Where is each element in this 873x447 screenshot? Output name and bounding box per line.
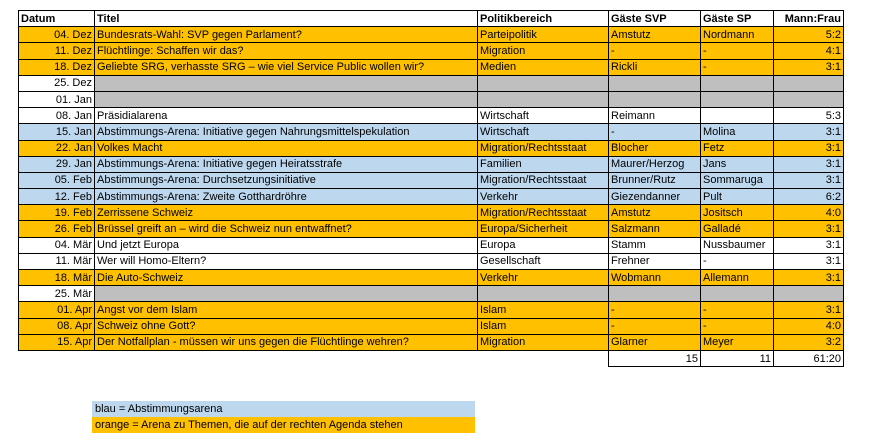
table-row [19,43,844,59]
cell-gast-svp[interactable]: Frehner [609,253,701,269]
cell-gast-svp[interactable]: Brunner/Rutz [609,172,701,188]
cell-gast-svp[interactable]: Glarner [609,334,701,350]
header-titel[interactable]: Titel [95,11,478,27]
cell-gast-sp[interactable]: Molina [701,124,774,140]
cell-mann-frau[interactable]: 5:2 [774,27,844,43]
cell-title[interactable]: Volkes Macht [95,140,478,156]
cell-mann-frau[interactable]: 3:1 [774,253,844,269]
table-row [19,59,844,75]
cell-date[interactable]: 29. Jan [19,156,95,172]
table-row [19,221,844,237]
cell-gast-svp[interactable] [609,75,701,91]
cell-title[interactable]: Geliebte SRG, verhasste SRG – wie viel Service Public wollen wir? [95,59,478,75]
table-row [19,27,844,43]
cell-mann-frau[interactable]: 3:1 [774,172,844,188]
cell-title[interactable]: Angst vor dem Islam [95,302,478,318]
cell-mann-frau[interactable]: 3:1 [774,59,844,75]
cell-politikbereich[interactable] [478,91,609,107]
cell-gast-sp[interactable] [701,75,774,91]
cell-gast-sp[interactable]: - [701,318,774,334]
cell-gast-sp[interactable]: - [701,302,774,318]
total-ratio[interactable]: 61:20 [774,350,844,366]
cell-gast-svp[interactable]: - [609,124,701,140]
cell-title[interactable]: Präsidialarena [95,108,478,124]
cell-gast-sp[interactable]: Pult [701,189,774,205]
cell-politikbereich[interactable]: Europa/Sicherheit [478,221,609,237]
cell-date[interactable]: 08. Apr [19,318,95,334]
cell-date[interactable]: 11. Dez [19,43,95,59]
table-row [19,237,844,253]
cell-date[interactable]: 18. Mär [19,270,95,286]
cell-title[interactable]: Die Auto-Schweiz [95,270,478,286]
cell-mann-frau[interactable]: 3:1 [774,124,844,140]
cell-gast-svp[interactable]: - [609,302,701,318]
cell-gast-sp[interactable]: - [701,253,774,269]
cell-politikbereich[interactable]: Gesellschaft [478,253,609,269]
table-row [19,189,844,205]
cell-title[interactable] [95,91,478,107]
cell-date[interactable]: 25. Mär [19,286,95,302]
cell-mann-frau[interactable] [774,75,844,91]
cell-date[interactable]: 11. Mär [19,253,95,269]
cell-politikbereich[interactable]: Islam [478,302,609,318]
cell-gast-sp[interactable]: - [701,43,774,59]
cell-title[interactable]: Schweiz ohne Gott? [95,318,478,334]
table-row [19,140,844,156]
cell-gast-svp[interactable]: Maurer/Herzog [609,156,701,172]
header-gaeste-svp[interactable]: Gäste SVP [609,11,701,27]
table-row [19,75,844,91]
cell-gast-svp[interactable]: Rickli [609,59,701,75]
cell-gast-sp[interactable]: Meyer [701,334,774,350]
cell-title[interactable] [95,75,478,91]
table-row [19,318,844,334]
cell-mann-frau[interactable] [774,286,844,302]
cell-mann-frau[interactable]: 6:2 [774,189,844,205]
cell-gast-sp[interactable]: Fetz [701,140,774,156]
cell-gast-sp[interactable]: Nussbaumer [701,237,774,253]
cell-gast-sp[interactable] [701,108,774,124]
header-gaeste-sp[interactable]: Gäste SP [701,11,774,27]
cell-title[interactable]: Abstimmungs-Arena: Initiative gegen Heiratsstrafe [95,156,478,172]
cell-gast-sp[interactable]: Jositsch [701,205,774,221]
cell-politikbereich[interactable]: Europa [478,237,609,253]
cell-date[interactable]: 15. Apr [19,334,95,350]
cell-title[interactable]: Bundesrats-Wahl: SVP gegen Parlament? [95,27,478,43]
cell-gast-svp[interactable]: Salzmann [609,221,701,237]
cell-mann-frau[interactable]: 3:1 [774,302,844,318]
cell-date[interactable]: 04. Dez [19,27,95,43]
cell-politikbereich[interactable]: Wirtschaft [478,108,609,124]
cell-title[interactable]: Abstimmungs-Arena: Zweite Gotthardröhre [95,189,478,205]
cell-mann-frau[interactable]: 4:0 [774,205,844,221]
cell-title[interactable]: Und jetzt Europa [95,237,478,253]
cell-gast-svp[interactable]: Stamm [609,237,701,253]
table-row [19,286,844,302]
cell-mann-frau[interactable]: 3:2 [774,334,844,350]
table-row [19,172,844,188]
cell-gast-sp[interactable]: - [701,59,774,75]
cell-politikbereich[interactable]: Verkehr [478,270,609,286]
cell-politikbereich[interactable]: Verkehr [478,189,609,205]
total-sp[interactable]: 11 [701,350,774,366]
cell-date[interactable]: 26. Feb [19,221,95,237]
cell-date[interactable]: 15. Jan [19,124,95,140]
cell-mann-frau[interactable] [774,91,844,107]
cell-title[interactable]: Zerrissene Schweiz [95,205,478,221]
cell-gast-sp[interactable]: Nordmann [701,27,774,43]
cell-gast-svp[interactable]: Reimann [609,108,701,124]
cell-title[interactable] [95,286,478,302]
cell-mann-frau[interactable]: 3:1 [774,270,844,286]
cell-title[interactable]: Der Notfallplan - müssen wir uns gegen die Flüchtlinge wehren? [95,334,478,350]
cell-mann-frau[interactable]: 4:1 [774,43,844,59]
totals-row [19,350,844,366]
cell-politikbereich[interactable]: Familien [478,156,609,172]
cell-gast-svp[interactable]: Blocher [609,140,701,156]
cell-gast-sp[interactable] [701,286,774,302]
cell-gast-svp[interactable] [609,286,701,302]
table-row [19,91,844,107]
cell-date[interactable]: 22. Jan [19,140,95,156]
table-row [19,253,844,269]
cell-mann-frau[interactable]: 5:3 [774,108,844,124]
cell-date[interactable]: 08. Jan [19,108,95,124]
cell-gast-sp[interactable]: Galladé [701,221,774,237]
cell-gast-sp[interactable] [701,91,774,107]
header-mann-frau[interactable]: Mann:Frau [774,11,844,27]
table-row [19,270,844,286]
cell-title[interactable]: Abstimmungs-Arena: Initiative gegen Nahrungsmittelspekulation [95,124,478,140]
table-row [19,205,844,221]
cell-politikbereich[interactable]: Migration/Rechtsstaat [478,205,609,221]
header-datum[interactable]: Datum [19,11,95,27]
cell-date[interactable]: 04. Mär [19,237,95,253]
cell-date[interactable]: 19. Feb [19,205,95,221]
cell-gast-sp[interactable]: Sommaruga [701,172,774,188]
cell-date[interactable]: 18. Dez [19,59,95,75]
cell-politikbereich[interactable] [478,286,609,302]
cell-politikbereich[interactable]: Migration/Rechtsstaat [478,140,609,156]
cell-gast-svp[interactable]: Wobmann [609,270,701,286]
total-svp[interactable]: 15 [609,350,701,366]
cell-title[interactable]: Brüssel greift an – wird die Schweiz nun entwaffnet? [95,221,478,237]
cell-mann-frau[interactable]: 3:1 [774,221,844,237]
cell-gast-sp[interactable]: Jans [701,156,774,172]
cell-title[interactable]: Wer will Homo-Eltern? [95,253,478,269]
cell-politikbereich[interactable]: Migration [478,334,609,350]
header-politikbereich[interactable]: Politikbereich [478,11,609,27]
cell-mann-frau[interactable]: 4:0 [774,318,844,334]
table-row [19,302,844,318]
table-row [19,334,844,350]
legend-orange: orange = Arena zu Themen, die auf der rechten Agenda stehen [92,417,475,433]
cell-mann-frau[interactable]: 3:1 [774,156,844,172]
cell-politikbereich[interactable]: Migration/Rechtsstaat [478,172,609,188]
cell-gast-sp[interactable]: Allemann [701,270,774,286]
cell-date[interactable]: 01. Jan [19,91,95,107]
cell-politikbereich[interactable]: Islam [478,318,609,334]
cell-date[interactable]: 05. Feb [19,172,95,188]
cell-title[interactable]: Abstimmungs-Arena: Durchsetzungsinitiative [95,172,478,188]
cell-politikbereich[interactable]: Medien [478,59,609,75]
cell-politikbereich[interactable]: Wirtschaft [478,124,609,140]
cell-mann-frau[interactable]: 3:1 [774,140,844,156]
cell-gast-svp[interactable]: Amstutz [609,27,701,43]
table-row [19,124,844,140]
cell-politikbereich[interactable]: Migration [478,43,609,59]
arena-table [18,10,844,367]
cell-date[interactable]: 25. Dez [19,75,95,91]
cell-gast-svp[interactable]: Amstutz [609,205,701,221]
cell-date[interactable]: 12. Feb [19,189,95,205]
legend [92,401,475,433]
cell-gast-svp[interactable]: Giezendanner [609,189,701,205]
cell-politikbereich[interactable] [478,75,609,91]
cell-politikbereich[interactable]: Parteipolitik [478,27,609,43]
legend-blue: blau = Abstimmungsarena [92,401,475,417]
cell-gast-svp[interactable]: - [609,43,701,59]
cell-mann-frau[interactable]: 3:1 [774,237,844,253]
cell-gast-svp[interactable]: - [609,318,701,334]
table-row [19,156,844,172]
cell-date[interactable]: 01. Apr [19,302,95,318]
cell-gast-svp[interactable] [609,91,701,107]
header-row [19,11,844,27]
table-row [19,108,844,124]
cell-title[interactable]: Flüchtlinge: Schaffen wir das? [95,43,478,59]
